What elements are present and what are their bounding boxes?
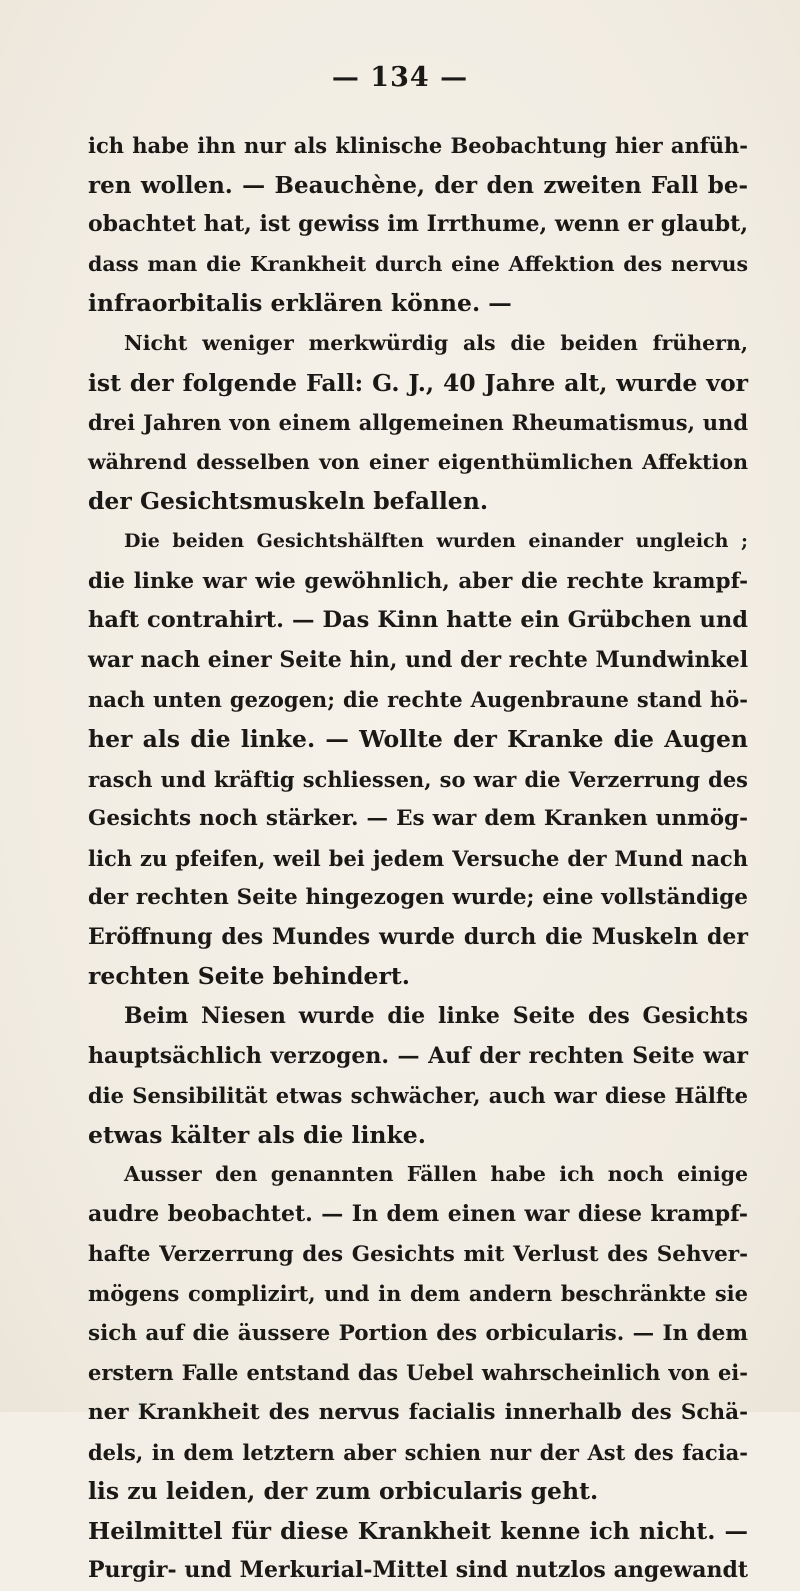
page-number-header: — 134 — — [331, 62, 469, 93]
text-line: Beim Niesen wurde die linke Seite des Gesichts — [124, 1003, 748, 1030]
text-line: ist der folgende Fall: G. J., 40 Jahre alt, wurde vor — [88, 368, 748, 397]
text-line: Gesichts noch stärker. — Es war dem Kranken unmög- — [88, 806, 748, 832]
text-line: drei Jahren von einem allgemeinen Rheumatismus, und — [88, 410, 748, 436]
text-line: die linke war wie gewöhnlich, aber die rechte krampf- — [88, 568, 748, 594]
text-line: ich habe ihn nur als klinische Beobachtung hier anfüh- — [88, 133, 748, 158]
text-line: war nach einer Seite hin, und der rechte Mundwinkel — [88, 646, 749, 673]
text-line: ner Krankheit des nervus facialis innerhalb des Schä- — [88, 1400, 748, 1425]
text-line: hauptsächlich verzogen. — Auf der rechten Seite war — [88, 1042, 748, 1069]
text-line: erstern Falle entstand das Uebel wahrscheinlich von ei- — [88, 1360, 748, 1386]
text-line: rasch und kräftig schliessen, so war die Verzerrung des — [88, 766, 748, 792]
text-line: sich auf die äussere Portion des orbicularis. — In dem — [88, 1320, 748, 1346]
text-line: Die beiden Gesichtshälften wurden einander ungleich ; — [124, 529, 748, 552]
text-line: nach unten gezogen; die rechte Augenbraune stand hö- — [88, 687, 748, 713]
text-line: der Gesichtsmuskeln befallen. — [88, 487, 489, 516]
text-line: der rechten Seite hingezogen wurde; eine vollständige — [88, 885, 748, 911]
text-line: Ausser den genannten Fällen habe ich noch einige — [124, 1162, 748, 1187]
text-line: obachtet hat, ist gewiss im Irrthume, wenn er glaubt, — [88, 211, 748, 238]
text-line: dass man die Krankheit durch eine Affektion des nervus — [88, 251, 748, 276]
text-line: dels, in dem letztern aber schien nur der Ast des facia- — [88, 1439, 748, 1465]
text-line: audre beobachtet. — In dem einen war diese krampf- — [88, 1201, 748, 1228]
text-line: Eröffnung des Mundes wurde durch die Muskeln der — [88, 923, 748, 950]
text-line: während desselben von einer eigenthümlichen Affektion — [88, 449, 748, 474]
text-line: mögens complizirt, und in dem andern beschränkte sie — [88, 1281, 748, 1307]
text-line: infraorbitalis erklären könne. — — [88, 289, 512, 318]
text-line: hafte Verzerrung des Gesichts mit Verlust des Sehver- — [88, 1241, 748, 1267]
text-line: lis zu leiden, der zum orbicularis geht. — [88, 1477, 599, 1506]
body-text — [88, 126, 748, 1591]
text-line: die Sensibilität etwas schwächer, auch war diese Hälfte — [88, 1083, 748, 1109]
text-line: lich zu pfeifen, weil bei jedem Versuche der Mund nach — [88, 845, 748, 871]
text-line: haft contrahirt. — Das Kinn hatte ein Grübchen und — [88, 607, 748, 634]
text-line: Heilmittel für diese Krankheit kenne ich nicht. — — [88, 1516, 748, 1545]
text-line: her als die linke. — Wollte der Kranke die Augen — [88, 724, 748, 753]
text-line: rechten Seite behindert. — [88, 962, 410, 991]
text-line: Nicht weniger merkwürdig als die beiden frühern, — [124, 330, 748, 355]
text-line: Purgir- und Merkurial-Mittel sind nutzlos angewandt — [88, 1557, 748, 1584]
text-line: ren wollen. — Beauchène, der den zweiten Fall be- — [88, 171, 748, 199]
text-line: etwas kälter als die linke. — [88, 1120, 426, 1149]
